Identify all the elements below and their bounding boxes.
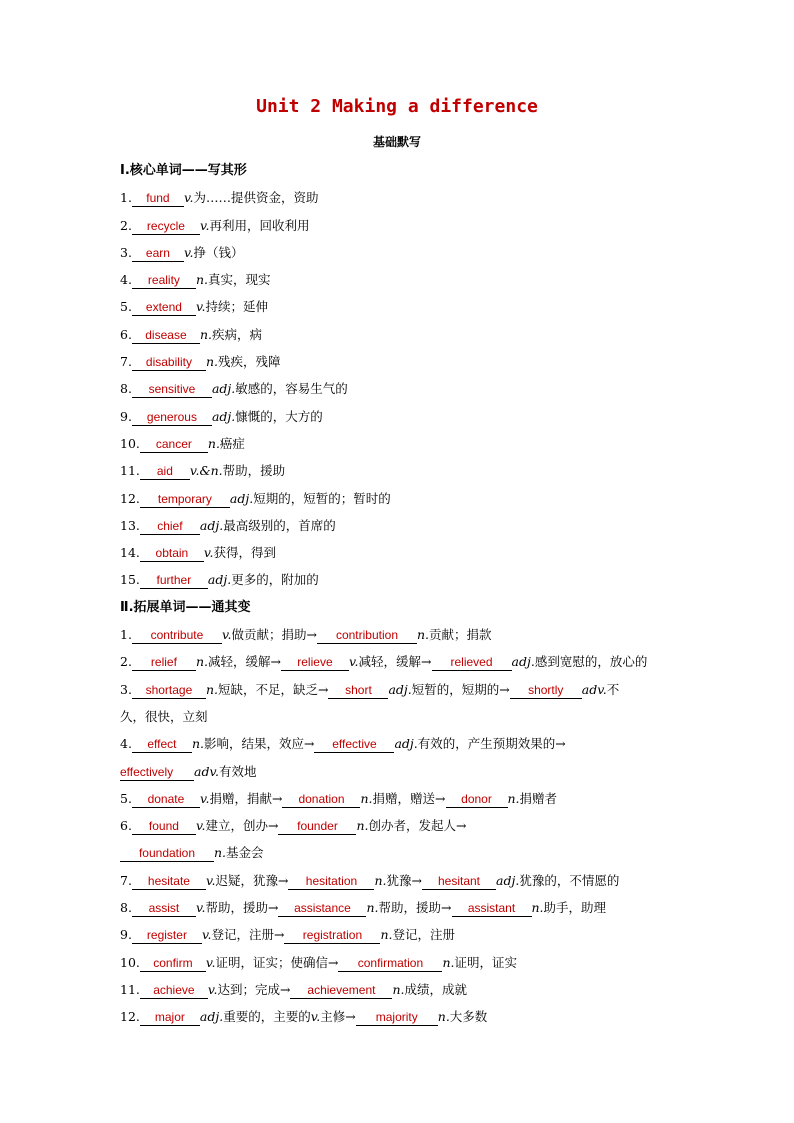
meaning: 短期的，短暂的；暂时的 xyxy=(253,490,391,506)
item-number: 6. xyxy=(120,818,132,834)
meaning: 登记，注册 xyxy=(392,927,456,943)
answer-blank: generous xyxy=(132,409,212,426)
part-of-speech: v. xyxy=(205,954,216,970)
list-item xyxy=(120,812,680,839)
meaning: 达到；完成→ xyxy=(217,981,291,997)
part-of-speech: v. xyxy=(195,900,206,916)
item-number: 11. xyxy=(120,981,140,997)
item-number: 7. xyxy=(120,872,132,888)
part-of-speech: v. xyxy=(183,190,194,206)
item-number: 12. xyxy=(120,1009,140,1025)
item-number: 5. xyxy=(120,299,132,315)
item-number: 2. xyxy=(120,217,132,233)
meaning: 挣（钱） xyxy=(193,244,244,260)
item-number: 2. xyxy=(120,654,132,670)
answer-blank: disability xyxy=(132,354,206,371)
part-of-speech: v. xyxy=(201,927,212,943)
meaning: 建立，创办→ xyxy=(205,818,279,834)
part-of-speech: n. xyxy=(205,681,218,697)
answer-blank: confirm xyxy=(140,955,206,972)
answer-blank: donor xyxy=(446,791,508,808)
answer-blank: hesitant xyxy=(422,873,496,890)
answer-blank: shortage xyxy=(132,682,206,699)
list-item xyxy=(120,239,680,266)
list-item xyxy=(120,430,680,457)
answer-blank: contribution xyxy=(317,627,417,644)
answer-blank: disease xyxy=(132,327,200,344)
part-of-speech: n. xyxy=(199,326,212,342)
meaning: 获得，得到 xyxy=(213,545,276,561)
answer-blank: hesitation xyxy=(288,873,374,890)
meaning: 减轻，缓解→ xyxy=(207,654,281,670)
meaning: 更多的，附加的 xyxy=(231,572,319,588)
list-item xyxy=(120,867,680,894)
meaning: 帮助，援助→ xyxy=(378,900,452,916)
list-item xyxy=(120,621,680,648)
part-of-speech: n. xyxy=(360,790,373,806)
answer-blank: earn xyxy=(132,245,184,262)
part-of-speech: n. xyxy=(392,981,405,997)
meaning: 影响，结果，效应→ xyxy=(203,736,315,752)
part-of-speech: adj. xyxy=(211,408,236,424)
part-of-speech: v. xyxy=(195,818,206,834)
part-of-speech: adj. xyxy=(199,517,224,533)
part-of-speech: v. xyxy=(221,627,232,643)
list-item xyxy=(120,921,680,948)
list-item xyxy=(120,457,680,484)
list-item xyxy=(120,676,680,703)
meaning: 犹豫→ xyxy=(386,872,422,888)
meaning: 登记，注册→ xyxy=(211,927,285,943)
answer-blank: aid xyxy=(140,463,190,480)
answer-blank: cancer xyxy=(140,436,208,453)
part-of-speech: v. xyxy=(205,872,216,888)
answer-blank: foundation xyxy=(120,845,214,862)
item-number: 4. xyxy=(120,272,132,288)
meaning: 成绩，成就 xyxy=(404,981,467,997)
answer-blank: reality xyxy=(132,272,196,289)
meaning: 短暂的，短期的→ xyxy=(411,681,510,697)
meaning: 疾病，病 xyxy=(211,326,262,342)
meaning: 不 xyxy=(606,681,620,697)
meaning: 捐赠者 xyxy=(519,790,558,806)
part-of-speech: n. xyxy=(531,900,544,916)
meaning: 敏感的，容易生气的 xyxy=(235,381,348,397)
meaning: 创办者，发起人→ xyxy=(368,818,467,834)
part-of-speech: adv. xyxy=(581,681,607,697)
part-of-speech: n. xyxy=(205,354,218,370)
item-number: 7. xyxy=(120,354,132,370)
list-item xyxy=(120,785,680,812)
list-item xyxy=(120,348,680,375)
item-number: 9. xyxy=(120,927,132,943)
answer-blank: sensitive xyxy=(132,381,212,398)
answer-blank: effectively xyxy=(120,764,194,781)
answer-blank: register xyxy=(132,927,202,944)
section2-heading: Ⅱ.拓展单词——通其变 xyxy=(120,599,251,615)
meaning: 重要的，主要的 xyxy=(223,1009,311,1025)
answer-blank: relieve xyxy=(281,654,349,671)
meaning: 迟疑，犹豫→ xyxy=(215,872,289,888)
meaning: 捐赠，捐献→ xyxy=(209,790,283,806)
part-of-speech: adv. xyxy=(194,763,220,779)
item-number: 1. xyxy=(120,627,132,643)
meaning: 感到宽慰的，放心的 xyxy=(534,654,648,670)
list-item-continuation xyxy=(120,839,680,866)
part-of-speech: adj. xyxy=(511,654,535,670)
meaning: 主修→ xyxy=(320,1009,356,1025)
part-of-speech: v. xyxy=(207,981,218,997)
answer-blank: donation xyxy=(282,791,360,808)
part-of-speech: n. xyxy=(195,654,208,670)
answer-blank: confirmation xyxy=(338,955,442,972)
list-item xyxy=(120,485,680,512)
item-number: 13. xyxy=(120,517,140,533)
part-of-speech: n. xyxy=(442,954,455,970)
part-of-speech: n. xyxy=(356,818,369,834)
meaning: 捐赠，赠送→ xyxy=(372,790,446,806)
meaning: 基金会 xyxy=(226,845,264,861)
list-item xyxy=(120,321,680,348)
part-of-speech: n. xyxy=(380,927,393,943)
answer-blank: assistant xyxy=(452,900,532,917)
list-item xyxy=(120,894,680,921)
meaning: 真实，现实 xyxy=(207,272,271,288)
meaning: 犹豫的，不情愿的 xyxy=(519,872,620,888)
answer-blank: recycle xyxy=(132,218,200,235)
list-item xyxy=(120,266,680,293)
item-number: 10. xyxy=(120,954,140,970)
item-number: 3. xyxy=(120,681,132,697)
answer-blank: founder xyxy=(278,818,356,835)
answer-blank: chief xyxy=(140,518,200,535)
page-title: Unit 2 Making a difference xyxy=(256,96,538,117)
part-of-speech: v.&n. xyxy=(189,463,223,479)
meaning: 贡献；捐款 xyxy=(429,627,492,643)
part-of-speech: adj. xyxy=(211,381,236,397)
meaning: 减轻，缓解→ xyxy=(358,654,432,670)
answer-blank: hesitate xyxy=(132,873,206,890)
item-number: 15. xyxy=(120,572,140,588)
part-of-speech: v. xyxy=(203,545,214,561)
list-item xyxy=(120,293,680,320)
part-of-speech: adj. xyxy=(207,572,232,588)
meaning: 助手，助理 xyxy=(543,900,607,916)
list-item-continuation: 久，很快，立刻 xyxy=(120,708,208,724)
part-of-speech: v. xyxy=(348,654,359,670)
meaning: 做贡献；捐助→ xyxy=(231,627,317,643)
answer-blank: achievement xyxy=(290,982,392,999)
answer-blank: relieved xyxy=(432,654,512,671)
answer-blank: major xyxy=(140,1009,200,1026)
list-item xyxy=(120,512,680,539)
list-item xyxy=(120,976,680,1003)
answer-blank: shortly xyxy=(510,682,582,699)
list-item xyxy=(120,648,680,675)
item-number: 1. xyxy=(120,190,132,206)
part-of-speech: v. xyxy=(310,1009,321,1025)
part-of-speech: v. xyxy=(199,217,210,233)
answer-blank: effective xyxy=(314,736,394,753)
part-of-speech: v. xyxy=(183,244,194,260)
part-of-speech: n. xyxy=(214,845,227,861)
answer-blank: achieve xyxy=(140,982,208,999)
item-number: 12. xyxy=(120,490,140,506)
meaning: 癌症 xyxy=(219,435,245,451)
part-of-speech: adj. xyxy=(496,872,520,888)
part-of-speech: n. xyxy=(416,627,430,643)
list-item xyxy=(120,539,680,566)
part-of-speech: n. xyxy=(195,272,208,288)
answer-blank: assistance xyxy=(278,900,366,917)
section1-heading: Ⅰ.核心单词——写其形 xyxy=(120,163,247,178)
page-subtitle: 基础默写 xyxy=(372,135,421,149)
answer-blank: short xyxy=(328,682,388,699)
answer-blank: temporary xyxy=(140,491,230,508)
item-number: 3. xyxy=(120,244,132,260)
answer-blank: extend xyxy=(132,299,196,316)
meaning: 大多数 xyxy=(449,1009,488,1025)
answer-blank: relief xyxy=(132,654,196,671)
part-of-speech: n. xyxy=(207,435,220,451)
part-of-speech: v. xyxy=(195,299,206,315)
list-item xyxy=(120,212,680,239)
list-item xyxy=(120,403,680,430)
item-number: 8. xyxy=(120,900,132,916)
item-number: 10. xyxy=(120,435,140,451)
meaning: 有效的，产生预期效果的→ xyxy=(417,736,566,752)
answer-blank: further xyxy=(140,572,208,589)
meaning: 证明，证实；使确信→ xyxy=(215,954,339,970)
item-number: 11. xyxy=(120,463,140,479)
answer-blank: donate xyxy=(132,791,200,808)
part-of-speech: adj. xyxy=(388,681,412,697)
answer-blank: fund xyxy=(132,190,184,207)
list-item-continuation xyxy=(120,758,680,785)
list-item xyxy=(120,1003,680,1030)
meaning: 帮助，援助 xyxy=(222,463,286,479)
answer-blank: found xyxy=(132,818,196,835)
meaning: 慷慨的，大方的 xyxy=(235,408,323,424)
meaning: 再利用，回收利用 xyxy=(209,217,310,233)
item-number: 4. xyxy=(120,736,132,752)
part-of-speech: n. xyxy=(374,872,387,888)
answer-blank: obtain xyxy=(140,545,204,562)
meaning: 为……提供资金，资助 xyxy=(193,190,319,206)
meaning: 持续；延伸 xyxy=(205,299,269,315)
item-number: 9. xyxy=(120,408,132,424)
part-of-speech: n. xyxy=(191,736,204,752)
meaning: 证明，证实 xyxy=(454,954,517,970)
meaning: 残疾，残障 xyxy=(217,354,281,370)
worksheet-content xyxy=(120,157,680,1031)
answer-blank: contribute xyxy=(132,627,222,644)
part-of-speech: v. xyxy=(199,790,210,806)
meaning: 短缺，不足，缺乏→ xyxy=(217,681,329,697)
part-of-speech: adj. xyxy=(199,1009,224,1025)
answer-blank: assist xyxy=(132,900,196,917)
meaning: 最高级别的，首席的 xyxy=(223,517,336,533)
part-of-speech: n. xyxy=(437,1009,450,1025)
item-number: 14. xyxy=(120,545,140,561)
answer-blank: effect xyxy=(132,736,192,753)
item-number: 5. xyxy=(120,790,132,806)
meaning: 帮助，援助→ xyxy=(205,900,279,916)
part-of-speech: adj. xyxy=(229,490,254,506)
list-item xyxy=(120,949,680,976)
list-item xyxy=(120,375,680,402)
part-of-speech: n. xyxy=(507,790,520,806)
list-item xyxy=(120,730,680,757)
item-number: 6. xyxy=(120,326,132,342)
part-of-speech: adj. xyxy=(394,736,418,752)
part-of-speech: n. xyxy=(366,900,379,916)
list-item xyxy=(120,184,680,211)
answer-blank: majority xyxy=(356,1009,438,1026)
item-number: 8. xyxy=(120,381,132,397)
answer-blank: registration xyxy=(284,927,380,944)
meaning: 有效地 xyxy=(219,763,257,779)
list-item xyxy=(120,566,680,593)
